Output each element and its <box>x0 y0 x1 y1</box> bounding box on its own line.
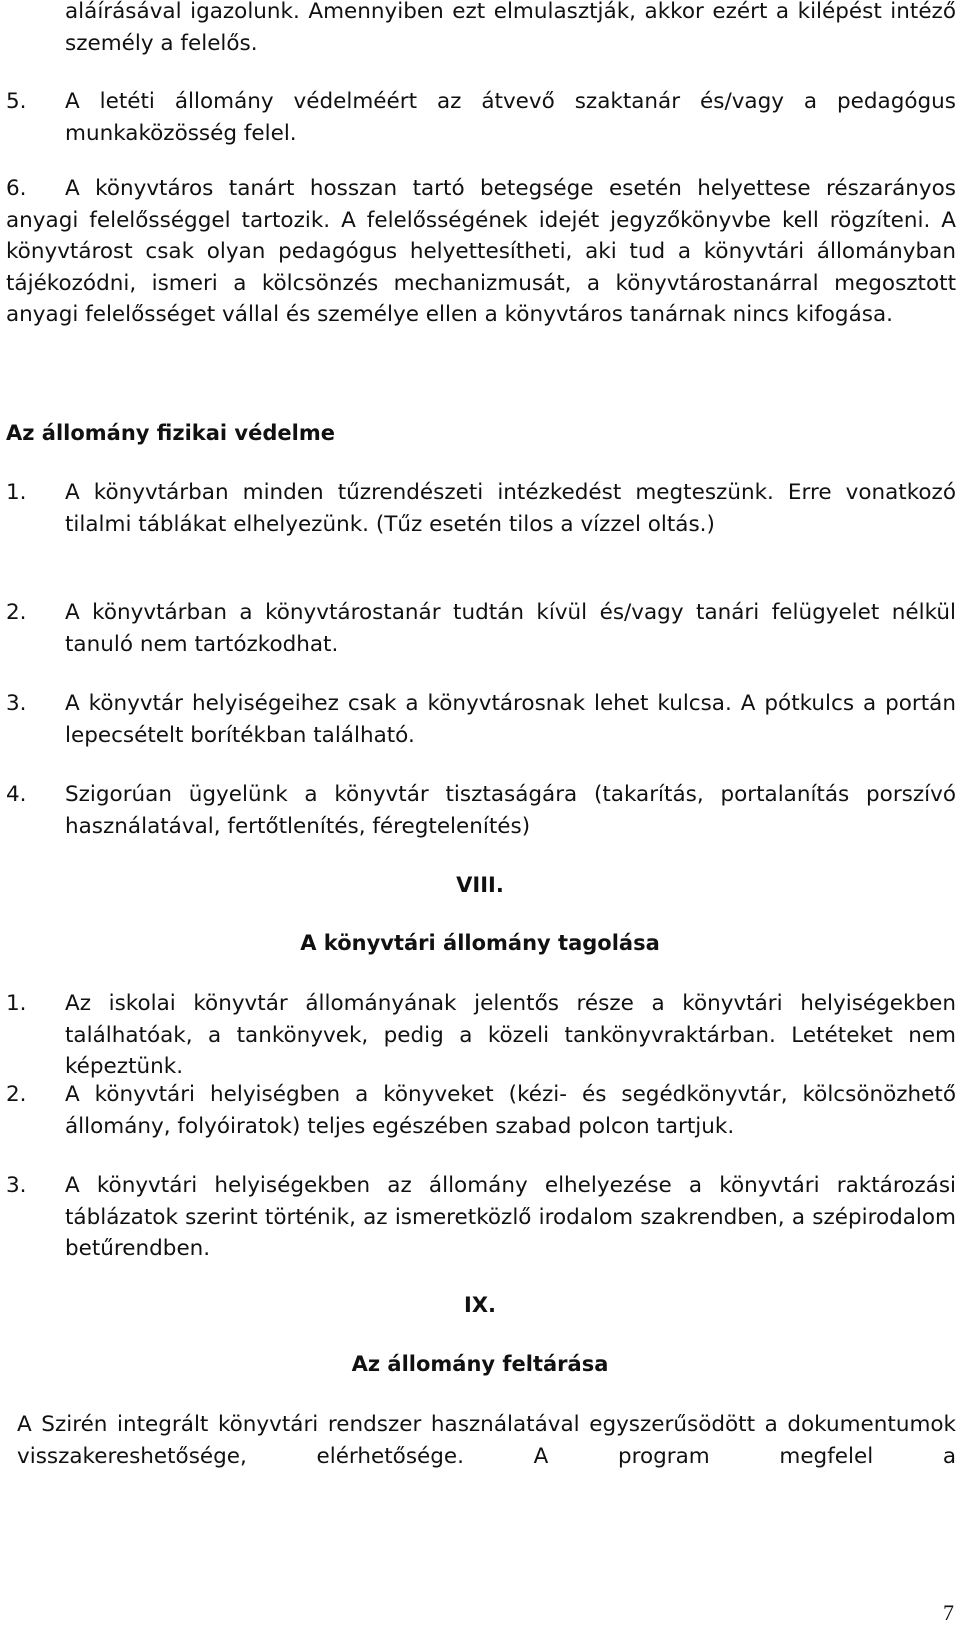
section-heading-physical-protection: Az állomány fizikai védelme <box>6 421 335 445</box>
list-item-number: 2. <box>6 600 27 625</box>
list-item-text: A könyvtári helyiségekben az állomány elhelyezése a könyvtári raktározási táblázatok szerint történik, az ismeretközlő irodalom szakrendben, a szépirodalom betűrendben. <box>65 1173 956 1261</box>
list-item-text: A könyvtárban minden tűzrendészeti intézkedést megteszünk. Erre vonatkozó tilalmi táblákat elhelyezünk. (Tűz esetén tilos a vízzel oltás.) <box>65 480 956 537</box>
list-item-text: A letéti állomány védelméért az átvevő szaktanár és/vagy a pedagógus munkaközösség felel. <box>65 89 956 146</box>
list-item-text: Az iskolai könyvtár állományának jelentős része a könyvtári helyiségekben találhatóak, a tankönyvek, pedig a közeli tankönyvraktárban. Letéteket nem képeztünk. <box>65 991 956 1079</box>
section-title-viii: A könyvtári állomány tagolása <box>300 931 660 955</box>
list-item-number: 2. <box>6 1082 27 1107</box>
list-item-number: 3. <box>6 691 27 716</box>
list-item-text: A könyvtár helyiségeihez csak a könyvtárosnak lehet kulcsa. A pótkulcs a portán lepecsételt borítékban található. <box>65 691 956 748</box>
list-item-number: 6. <box>6 176 27 201</box>
section-paragraph: A Szirén integrált könyvtári rendszer használatával egyszerűsödött a dokumentumok visszakereshetősége, elérhetősége. A program megfelel a <box>17 1412 956 1469</box>
list-item-text: A könyvtáros tanárt hosszan tartó betegsége esetén helyettese részarányos anyagi felelősséggel tartozik. A felelősségének idejét jegyzőkönyvbe kell rögzíteni. A könyvtárost csak olyan pedagógus helyettesítheti, aki tud a könyvtári állományban tájékozódni, ismeri a kölcsönzés mechanizmusát, a könyvtárostanárral megosztott anyagi felelősséget vállal és személye ellen a könyvtáros tanárnak nincs kifogása. <box>6 176 956 327</box>
page-number: 7 <box>943 1600 954 1625</box>
section-number-viii: VIII. <box>456 873 504 897</box>
list-item-text: Szigorúan ügyelünk a könyvtár tisztaságára (takarítás, portalanítás porszívó használatával, fertőtlenítés, féregtelenítés) <box>65 782 956 839</box>
list-item-number: 4. <box>6 782 27 807</box>
list-item-text: A könyvtári helyiségben a könyveket (kézi- és segédkönyvtár, kölcsönözhető állomány, folyóiratok) teljes egészében szabad polcon tartjuk. <box>65 1082 956 1139</box>
section-number-ix: IX. <box>464 1293 496 1317</box>
section-title-ix: Az állomány feltárása <box>351 1352 609 1376</box>
list-item-number: 1. <box>6 480 27 505</box>
list-item-number: 5. <box>6 89 27 114</box>
list-item-number: 3. <box>6 1173 27 1198</box>
list-item-text: A könyvtárban a könyvtárostanár tudtán kívül és/vagy tanári felügyelet nélkül tanuló nem tartózkodhat. <box>65 600 956 657</box>
list-item-number: 1. <box>6 991 27 1016</box>
continued-paragraph: aláírásával igazolunk. Amennyiben ezt elmulasztják, akkor ezért a kilépést intéző személy a felelős. <box>65 0 956 56</box>
